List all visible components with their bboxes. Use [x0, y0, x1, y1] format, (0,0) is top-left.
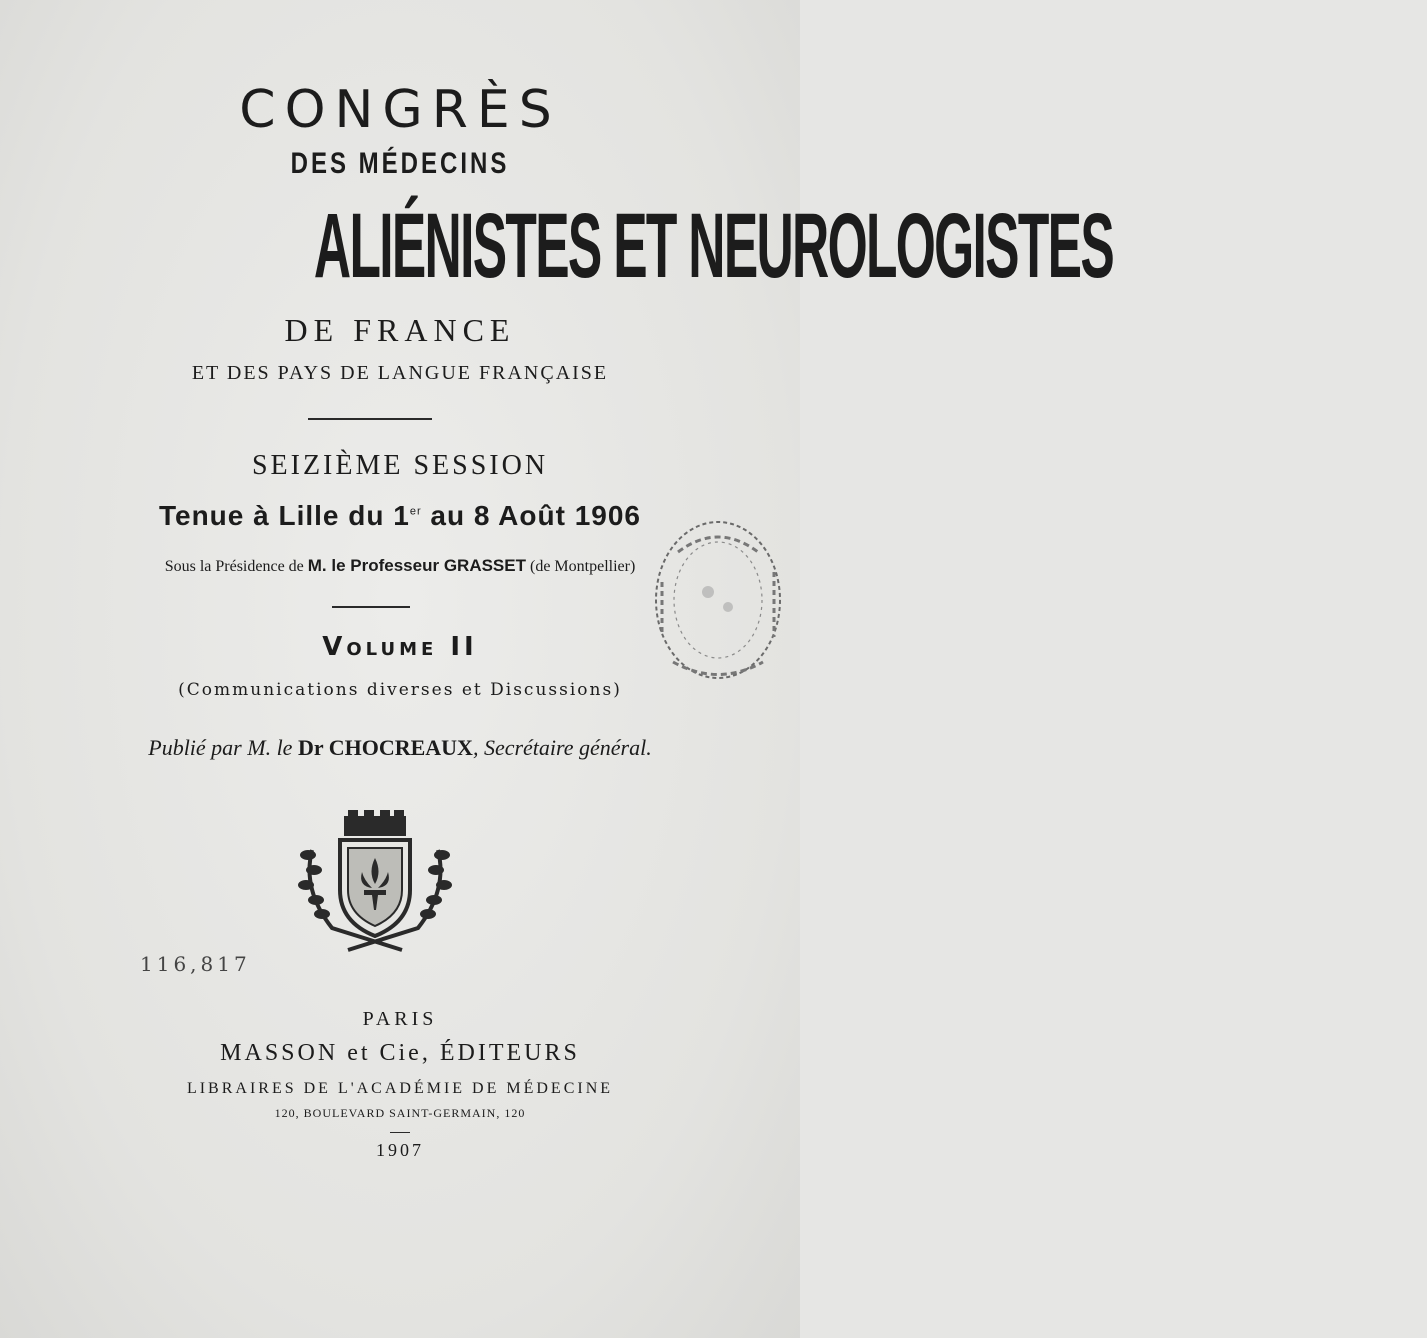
session-held-prefix: Tenue à Lille du 1 [158, 500, 410, 531]
title-des-medecins: DES MÉDECINS [290, 146, 510, 181]
publication-year: 1907 [376, 1140, 424, 1160]
editor-line [0, 735, 800, 761]
title-pays-langue-francaise: ET DES PAYS DE LANGUE FRANÇAISE [191, 362, 609, 384]
handwritten-number: 116,817 [140, 952, 251, 976]
editor-suffix: , Secrétaire général. [472, 735, 652, 760]
publisher-description: LIBRAIRES DE L'ACADÉMIE DE MÉDECINE [186, 1080, 614, 1097]
library-stamp-icon [648, 512, 788, 692]
divider-rule [390, 1132, 410, 1133]
title-alienistes-neurologistes [0, 195, 1114, 297]
city-crest-icon [292, 810, 458, 955]
volume-label: Volume II [322, 632, 478, 662]
session-held-sup: er [409, 505, 422, 518]
publisher-name: MASSON et Cie, ÉDITEURS [220, 1040, 580, 1066]
editor-prefix: Publié par M. le [148, 735, 298, 760]
session-held-suffix: au 8 Août 1906 [421, 500, 641, 531]
volume-subtitle: (Communications diverses et Discussions) [178, 680, 622, 700]
divider-rule [308, 418, 432, 420]
title-alienistes-text: ALIÉNISTES ET NEUROLOGISTES [313, 195, 1114, 297]
presidency-suffix: (de Montpellier) [526, 558, 636, 575]
publisher-address: 120, BOULEVARD SAINT-GERMAIN, 120 [274, 1106, 526, 1120]
divider-rule [332, 606, 410, 608]
presidency-name: M. le Professeur GRASSET [307, 556, 526, 575]
editor-name: Dr CHOCREAUX [297, 735, 473, 760]
publisher-city: PARIS [362, 1008, 438, 1030]
session-name: SEIZIÈME SESSION [251, 450, 549, 481]
presidency-prefix: Sous la Présidence de [164, 558, 308, 575]
title-de-france: DE FRANCE [284, 312, 516, 348]
title-congres: CONGRÈS [239, 80, 561, 140]
